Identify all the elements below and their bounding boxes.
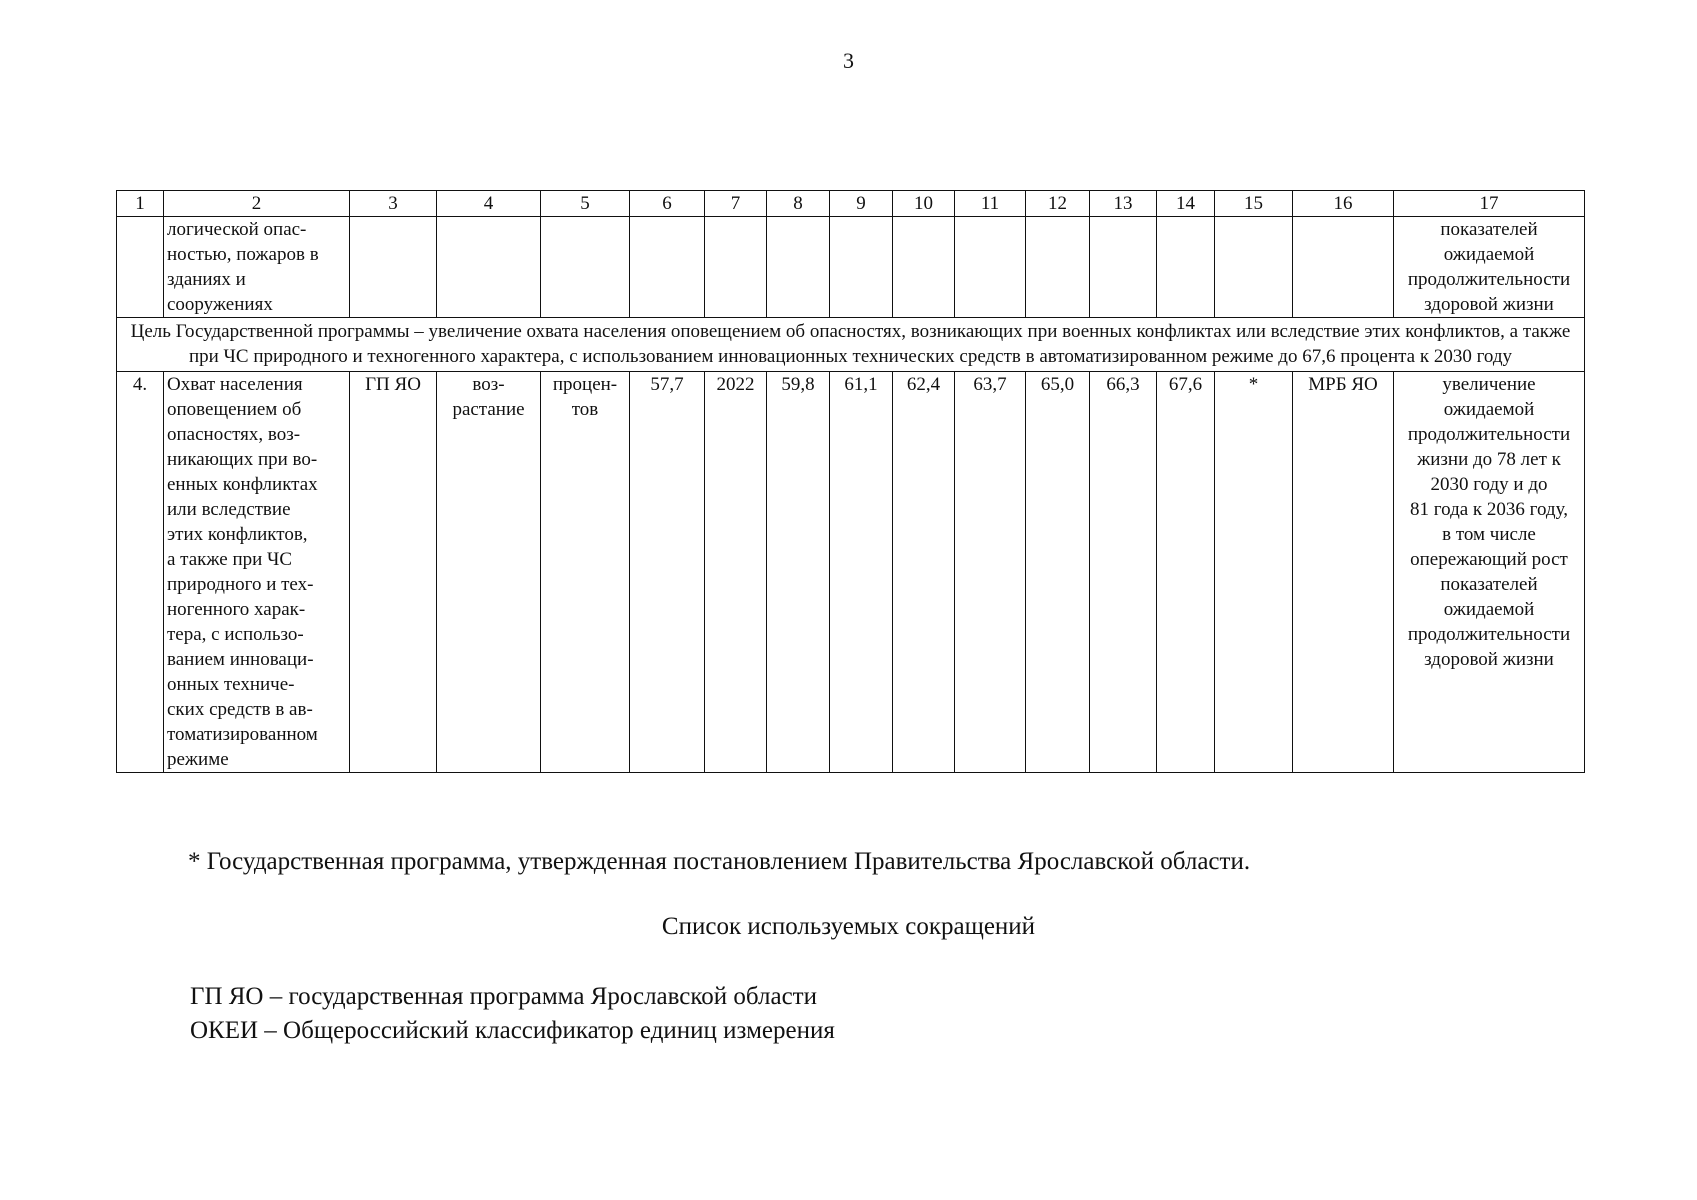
column-number-cell: 11 xyxy=(955,191,1026,217)
footnote: * Государственная программа, утвержденная постановлением Правительства Ярославской области. xyxy=(188,848,1251,875)
column-number-cell: 8 xyxy=(767,191,830,217)
column-number-cell: 14 xyxy=(1157,191,1215,217)
column-number-cell: 9 xyxy=(830,191,893,217)
abbreviation-item: ОКЕИ – Общероссийский классификатор единиц измерения xyxy=(190,1017,835,1044)
column-number-cell: 5 xyxy=(541,191,630,217)
column-number-cell: 3 xyxy=(350,191,437,217)
column-number-cell: 10 xyxy=(893,191,955,217)
table-cell xyxy=(541,217,630,318)
table-cell xyxy=(1293,217,1394,318)
value-col10: 62,4 xyxy=(893,372,955,773)
indicator-name-continuation: логической опас- ностью, пожаров в зданиях и сооружениях xyxy=(164,217,350,318)
base-year: 2022 xyxy=(705,372,767,773)
value-col9: 61,1 xyxy=(830,372,893,773)
page-number: 3 xyxy=(843,48,854,73)
column-number-cell: 7 xyxy=(705,191,767,217)
column-number-cell: 1 xyxy=(117,191,164,217)
goal-row xyxy=(117,318,1585,372)
row-number: 4. xyxy=(117,372,164,773)
table-cell xyxy=(1157,217,1215,318)
column-number-cell: 16 xyxy=(1293,191,1394,217)
column-number-cell: 12 xyxy=(1026,191,1090,217)
continuation-row xyxy=(117,217,1585,318)
value-col13: 66,3 xyxy=(1090,372,1157,773)
table-cell xyxy=(893,217,955,318)
table-cell xyxy=(1026,217,1090,318)
column-number-cell: 13 xyxy=(1090,191,1157,217)
base-value: 57,7 xyxy=(630,372,705,773)
table-cell xyxy=(830,217,893,318)
link-continuation: показателей ожидаемой продолжительности здоровой жизни xyxy=(1394,217,1585,318)
abbreviations-list xyxy=(190,980,835,1048)
table-cell xyxy=(630,217,705,318)
table-cell xyxy=(705,217,767,318)
table-cell xyxy=(117,217,164,318)
indicator-unit: процен- тов xyxy=(541,372,630,773)
value-col11: 63,7 xyxy=(955,372,1026,773)
column-number-cell: 6 xyxy=(630,191,705,217)
value-col8: 59,8 xyxy=(767,372,830,773)
column-number-cell: 15 xyxy=(1215,191,1293,217)
indicator-trend: воз- растание xyxy=(437,372,541,773)
indicators-table-wrapper xyxy=(116,190,1584,773)
indicator-name: Охват населения оповещением об опасностях, воз- никающих при во- енных конфликтах или вследствие этих конфликтов, а также при ЧС природного и тех- ногенного харак- тера, с использо- ванием инноваци- онных техниче- ских средств в ав- томатизированном режиме xyxy=(164,372,350,773)
table-cell xyxy=(955,217,1026,318)
abbreviations-title: Список используемых сокращений xyxy=(661,913,1036,940)
responsible-body: МРБ ЯО xyxy=(1293,372,1394,773)
table-cell xyxy=(1090,217,1157,318)
program-goal: Цель Государственной программы – увеличение охвата населения оповещением об опасностях, возникающих при военных конфликтах или вследствие этих конфликтов, а также при ЧС природного и техногенного характера, с использованием инновационных технических средств в автоматизированном режиме до 67,6 процента к 2030 году xyxy=(117,318,1585,372)
table-cell xyxy=(437,217,541,318)
value-col12: 65,0 xyxy=(1026,372,1090,773)
column-number-cell: 2 xyxy=(164,191,350,217)
national-goal-link: увеличение ожидаемой продолжительности жизни до 78 лет к 2030 году и до 81 года к 2036 году, в том числе опережающий рост показателей ожидаемой продолжительности здоровой жизни xyxy=(1394,372,1585,773)
value-col14: 67,6 xyxy=(1157,372,1215,773)
table-cell xyxy=(767,217,830,318)
table-cell xyxy=(1215,217,1293,318)
indicator-level: ГП ЯО xyxy=(350,372,437,773)
abbreviation-item: ГП ЯО – государственная программа Ярославской области xyxy=(190,983,817,1010)
table-cell xyxy=(350,217,437,318)
column-number-cell: 17 xyxy=(1394,191,1585,217)
document-reference: * xyxy=(1215,372,1293,773)
column-number-row xyxy=(117,191,1585,217)
indicator-row xyxy=(117,372,1585,773)
column-number-cell: 4 xyxy=(437,191,541,217)
indicators-table xyxy=(116,190,1585,773)
